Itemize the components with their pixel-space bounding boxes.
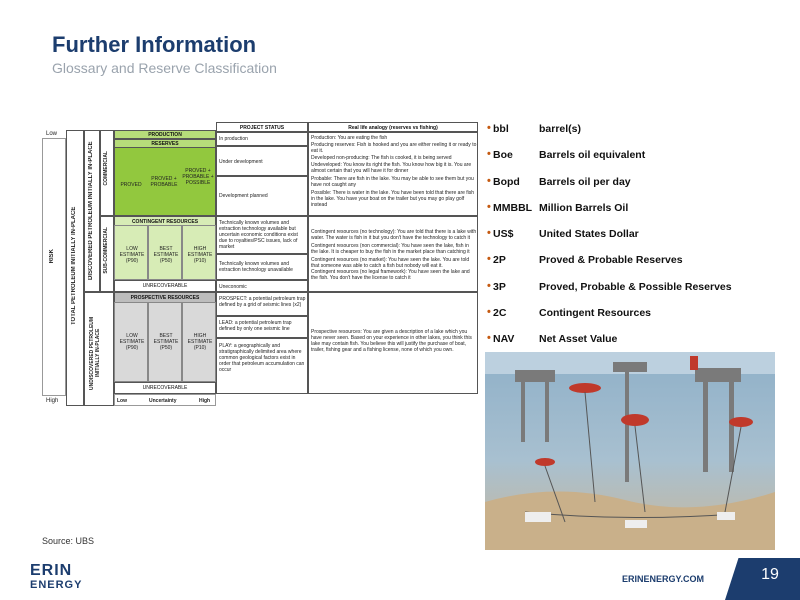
glossary-definition: Contingent Resources xyxy=(539,307,652,320)
uncertainty-axis xyxy=(114,394,216,406)
glossary-item xyxy=(487,281,787,307)
project-status-label: PROJECT STATUS xyxy=(239,125,285,131)
bullet-icon: • xyxy=(487,148,491,161)
analogy-contingent-commercial: Contingent resources (non commercial): You have seen the lake, fish in the lake. It is cheaper to buy the fish in the market place than catching it xyxy=(311,243,470,255)
glossary-definition: United States Dollar xyxy=(539,228,639,241)
glossary-term: US$ xyxy=(493,228,514,241)
logo-line2: ENERGY xyxy=(30,579,83,591)
proved-probable-label: PROVED + PROBABLE xyxy=(150,176,178,188)
uncertainty-low-label: Low xyxy=(117,398,127,404)
undiscovered-pip-column xyxy=(84,292,114,406)
prospective-best-cell xyxy=(148,302,182,382)
page-title: Further Information xyxy=(52,32,257,57)
page-number: 19 xyxy=(761,566,779,583)
bullet-icon: • xyxy=(487,332,491,345)
glossary-term: 3P xyxy=(493,280,506,293)
prospective-high-label: HIGH ESTIMATE (P10) xyxy=(187,333,213,351)
prospective-low-label: LOW ESTIMATE (P90) xyxy=(119,333,145,351)
prospective-low-cell xyxy=(114,302,148,382)
analogy-contingent-legal: Contingent resources (no legal framework): You have seen the lake and the fish. You don't have the license to catch it xyxy=(311,269,470,281)
glossary-term: NAV xyxy=(493,333,515,346)
total-pip-column xyxy=(66,130,84,406)
contingent-high-cell xyxy=(182,225,216,280)
glossary-term: Boe xyxy=(493,149,513,162)
analogy-header xyxy=(308,122,478,132)
total-pip-label: TOTAL PETROLEUM INITIALLY IN-PLACE xyxy=(71,206,77,326)
glossary-definition: Barrels oil per day xyxy=(539,175,631,188)
glossary-definition: Barrels oil equivalent xyxy=(539,149,646,162)
offshore-illustration-svg xyxy=(485,352,775,550)
reserves-label: RESERVES xyxy=(151,141,179,147)
analogy-contingent xyxy=(308,216,478,292)
contingent-low-cell xyxy=(114,225,148,280)
analogy-reserves xyxy=(308,132,478,216)
website-link[interactable]: ERINENERGY.COM xyxy=(622,574,705,584)
glossary-item xyxy=(487,228,787,254)
analogy-producing: Producing reserves: Fish is hooked and you are either reeling it or ready to eat it. xyxy=(311,142,477,154)
glossary-definition: Proved & Probable Reserves xyxy=(539,254,683,267)
uneconomic-label: Uneconomic xyxy=(219,284,247,290)
glossary-term: bbl xyxy=(493,123,509,135)
glossary-term: Bopd xyxy=(493,175,520,188)
ps-development-planned xyxy=(216,176,308,216)
glossary-term: 2C xyxy=(493,307,507,320)
analogy-contingent-tech: Contingent resources (no technology): You are told that there is a lake with water. The water is fish in it but you don't have the technology to catch it xyxy=(311,229,477,241)
in-production-label: In production xyxy=(219,136,248,142)
bullet-icon: • xyxy=(487,174,491,187)
ps-contingent-tech-text: Technically known volumes and extraction technology unavailable xyxy=(219,261,293,273)
reserve-classification-diagram xyxy=(42,120,482,418)
ps-under-development xyxy=(216,146,308,176)
analogy-undeveloped: Undeveloped: You know its right the fish. You know how big it is. You are almost certain that you will have it for dinner xyxy=(311,162,472,174)
ps-in-production xyxy=(216,132,308,146)
ps-uneconomic xyxy=(216,280,308,292)
reserves-header xyxy=(114,139,216,148)
glossary-term: MMBBL xyxy=(493,201,533,214)
contingent-high-label: HIGH ESTIMATE (P10) xyxy=(187,246,213,264)
glossary-term: 2P xyxy=(493,254,506,267)
analogy-possible: Possible: There is water in the lake. You have been told that there are fish in the lake. You have your boat on the trailer but you may go play golf instead xyxy=(311,190,475,208)
ps-contingent-text: Technically known volumes and extraction technology available but uncertain economic conditions exist due to royalties/PSC issues, lack of market xyxy=(219,220,298,250)
under-development-label: Under development xyxy=(219,159,263,165)
bullet-icon: • xyxy=(487,200,491,213)
ps-contingent xyxy=(216,216,308,254)
unrecoverable-label-2: UNRECOVERABLE xyxy=(142,385,188,391)
bullet-icon: • xyxy=(487,279,491,292)
analogy-prospective-text: Prospective resources: You are given a description of a lake which you have never seen. Based on your experience in other lakes, you think this lake may contain fish. You believe this will justify the purchase of boat, trailer, fishing gear and a fishing license, none of which you own. xyxy=(311,329,472,353)
glossary-definition: Million Barrels Oil xyxy=(539,201,629,214)
sub-commercial-column xyxy=(100,216,114,292)
bullet-icon: • xyxy=(487,306,491,319)
commercial-column xyxy=(100,130,114,216)
glossary-item xyxy=(487,202,787,228)
bullet-icon: • xyxy=(487,122,491,134)
offshore-field-illustration xyxy=(485,352,775,550)
discovered-pip-label: DISCOVERED PETROLEUM INITIALLY IN-PLACE xyxy=(88,141,94,281)
ps-contingent-tech xyxy=(216,254,308,280)
analogy-probable: Probable: There are fish in the lake. You may be able to see them but you have not caught any xyxy=(311,176,474,188)
analogy-developed: Developed non-producing: The fish is cooked, it is being served xyxy=(311,155,452,161)
sub-commercial-label: SUB-COMMERCIAL xyxy=(103,227,109,274)
production-header xyxy=(114,130,216,139)
source-note: Source: UBS xyxy=(42,536,95,546)
analogy-contingent-market: Contingent resources (no market): You have seen the lake. You are told that someone was able to catch a fish but nobody will eat it. xyxy=(311,257,470,269)
commercial-label: COMMERCIAL xyxy=(103,151,109,186)
uncertainty-high-label: High xyxy=(199,398,211,404)
prospective-best-label: BEST ESTIMATE (P50) xyxy=(153,333,179,351)
erin-energy-logo xyxy=(30,564,82,592)
logo-line1: ERIN xyxy=(30,562,73,579)
ps-play-text: PLAY: a geographically and stratigraphically delimited area where common geological factors exist in order that petroleum accumulation can occur xyxy=(219,343,305,373)
bullet-icon: • xyxy=(487,227,491,240)
uncertainty-label: Uncertainty xyxy=(149,398,177,404)
unrecoverable-label: UNRECOVERABLE xyxy=(142,283,188,289)
glossary-definition: barrel(s) xyxy=(539,123,582,135)
development-planned-label: Development planned xyxy=(219,193,268,199)
prospective-high-cell xyxy=(182,302,216,382)
glossary-item xyxy=(487,307,787,333)
prospective-resources-label: PROSPECTIVE RESOURCES xyxy=(130,295,200,301)
discovered-pip-column xyxy=(84,130,100,292)
glossary-item xyxy=(487,123,787,149)
project-status-header xyxy=(216,122,308,132)
analogy-prospective xyxy=(308,292,478,394)
glossary-list xyxy=(487,123,787,360)
contingent-low-label: LOW ESTIMATE (P90) xyxy=(119,246,145,264)
production-label: PRODUCTION xyxy=(148,132,182,138)
ps-prospect xyxy=(216,292,308,316)
proved-probable-possible-label: PROVED + PROBABLE + POSSIBLE xyxy=(182,168,214,186)
ps-play xyxy=(216,338,308,394)
risk-label: RISK xyxy=(49,249,55,264)
contingent-best-cell xyxy=(148,225,182,280)
risk-high-label: High xyxy=(46,398,59,404)
unrecoverable-undiscovered xyxy=(114,382,216,394)
analogy-header-label: Real life analogy (reserves vs fishing) xyxy=(348,125,438,131)
unrecoverable-discovered xyxy=(114,280,216,292)
bullet-icon: • xyxy=(487,253,491,266)
proved-label: PROVED xyxy=(120,182,142,188)
glossary-definition: Proved, Probable & Possible Reserves xyxy=(539,280,732,293)
undiscovered-pip-label: UNDISCOVERED PETROLEUM INITIALLY IN-PLACE xyxy=(89,316,101,390)
ps-prospect-text: PROSPECT: a potential petroleum trap defined by a grid of seismic lines (x2) xyxy=(219,296,306,308)
glossary-item xyxy=(487,176,787,202)
page-subtitle: Glossary and Reserve Classification xyxy=(52,60,277,76)
analogy-production: Production: You are eating the fish xyxy=(311,135,388,141)
risk-low-label: Low xyxy=(46,131,58,137)
contingent-best-label: BEST ESTIMATE (P50) xyxy=(153,246,179,264)
glossary-definition: Net Asset Value xyxy=(539,333,618,346)
glossary-item xyxy=(487,149,787,175)
glossary-item xyxy=(487,254,787,280)
ps-lead xyxy=(216,316,308,338)
ps-lead-text: LEAD: a potential petroleum trap defined by only one seismic line xyxy=(219,320,292,332)
risk-axis xyxy=(42,138,66,396)
contingent-resources-label: CONTINGENT RESOURCES xyxy=(131,219,199,225)
